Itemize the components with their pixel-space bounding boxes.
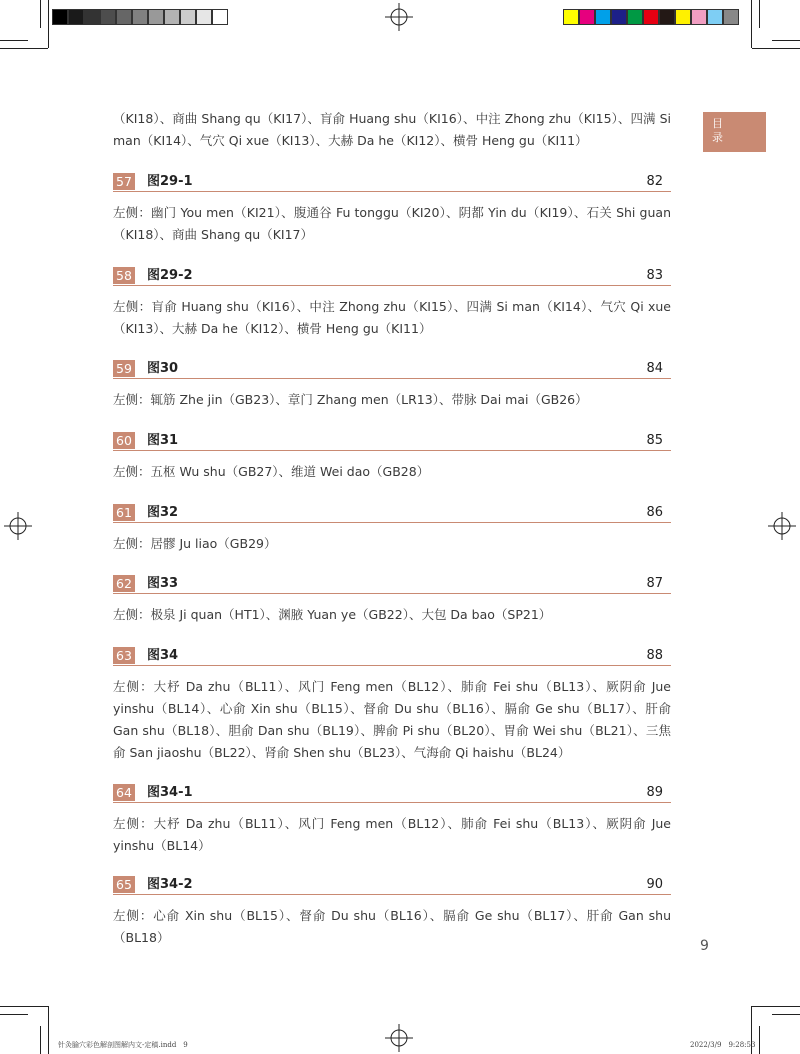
entry-description: 左侧：肓俞 Huang shu（KI16）、中注 Zhong zhu（KI15）、四满 Si man（KI14）、气穴 Qi xue（KI13）、大赫 Da he（KI12）、横骨 Heng gu（KI11） [113,299,671,336]
entry-figure-title: 图34 [147,648,179,663]
entry-description: 左侧：辄筋 Zhe jin（GB23）、章门 Zhang men（LR13）、带脉 Dai mai（GB26） [113,392,588,407]
toc-entry-header[interactable] [113,876,671,895]
entry-description: 左侧：居髎 Ju liao（GB29） [113,536,277,551]
gray-swatch [196,9,212,25]
toc-entry[interactable] [113,173,671,246]
registration-mark-bottom [385,1024,413,1052]
toc-entry-header[interactable] [113,647,671,666]
gray-swatch [52,9,68,25]
toc-entry[interactable] [113,432,671,483]
entry-page-number: 84 [646,361,663,376]
toc-entry[interactable] [113,267,671,340]
entry-figure-title: 图34-1 [147,785,193,800]
toc-entry-header[interactable] [113,432,671,451]
color-swatch [691,9,707,25]
entry-figure-title: 图32 [147,505,179,520]
entry-number-badge: 64 [113,784,135,801]
entry-number-badge: 58 [113,267,135,284]
entry-number-badge: 61 [113,504,135,521]
toc-side-tab[interactable] [703,112,766,152]
color-swatch [579,9,595,25]
color-swatch [723,9,739,25]
entry-number-badge: 63 [113,647,135,664]
entry-page-number: 88 [646,648,663,663]
entry-description: 左侧：五枢 Wu shu（GB27）、维道 Wei dao（GB28） [113,464,430,479]
entry-page-number: 89 [646,785,663,800]
toc-entry[interactable] [113,876,671,949]
color-calibration-bar [563,9,739,25]
toc-entry-header[interactable] [113,784,671,803]
gray-swatch [116,9,132,25]
entry-figure-title: 图31 [147,433,179,448]
entry-figure-title: 图34-2 [147,877,193,892]
entry-page-number: 83 [646,268,663,283]
entry-description: 左侧：大杼 Da zhu（BL11）、风门 Feng men（BL12）、肺俞 Fei shu（BL13）、厥阴俞 Jue yinshu（BL14） [113,816,671,853]
color-swatch [643,9,659,25]
registration-mark-left [4,512,32,540]
intro-text: （KI18）、商曲 Shang qu（KI17）、肓俞 Huang shu（KI16）、中注 Zhong zhu（KI15）、四满 Si man（KI14）、气穴 Qi xue（KI13）、大赫 Da he（KI12）、横骨 Heng gu（KI11） [113,111,671,148]
entry-description: 左侧：心俞 Xin shu（BL15）、督俞 Du shu（BL16）、膈俞 Ge shu（BL17）、肝俞 Gan shu（BL18） [113,908,671,945]
gray-swatch [132,9,148,25]
entry-figure-title: 图29-1 [147,174,193,189]
entry-page-number: 86 [646,505,663,520]
toc-content [113,108,671,945]
side-tab-line2: 录 [712,131,723,144]
color-swatch [707,9,723,25]
color-swatch [675,9,691,25]
page-number: 9 [700,938,709,954]
gray-swatch [212,9,228,25]
entry-number-badge: 65 [113,876,135,893]
color-swatch [563,9,579,25]
gray-swatch [148,9,164,25]
toc-entry[interactable] [113,647,671,764]
entry-figure-title: 图29-2 [147,268,193,283]
color-swatch [627,9,643,25]
registration-mark-top [385,3,413,31]
toc-entry-header[interactable] [113,267,671,286]
entry-page-number: 82 [646,174,663,189]
footer-timestamp: 2022/3/9 9:28:53 [690,1041,756,1049]
entry-number-badge: 62 [113,575,135,592]
entry-number-badge: 60 [113,432,135,449]
color-swatch [595,9,611,25]
toc-entry[interactable] [113,784,671,857]
gray-swatch [84,9,100,25]
gray-calibration-bar [52,9,228,25]
side-tab-line1: 目 [712,117,723,130]
toc-entry-header[interactable] [113,504,671,523]
color-swatch [659,9,675,25]
entry-figure-title: 图33 [147,576,179,591]
toc-entry[interactable] [113,504,671,555]
toc-entry[interactable] [113,575,671,626]
toc-entry[interactable] [113,360,671,411]
registration-mark-right [768,512,796,540]
gray-swatch [100,9,116,25]
entry-page-number: 87 [646,576,663,591]
entry-page-number: 90 [646,877,663,892]
gray-swatch [164,9,180,25]
footer-file-info: 针灸腧穴彩色解剖图解内文-定稿.indd 9 [58,1041,188,1049]
entry-number-badge: 59 [113,360,135,377]
entry-description: 左侧：大杼 Da zhu（BL11）、风门 Feng men（BL12）、肺俞 Fei shu（BL13）、厥阴俞 Jue yinshu（BL14）、心俞 Xin shu（BL15）、督俞 Du shu（BL16）、膈俞 Ge shu（BL17）、肝俞 Gan shu（BL18）、胆俞 Dan shu（BL19）、脾俞 Pi shu（BL20）、胃俞 Wei shu（BL21）、三焦俞 San jiaoshu（BL22）、肾俞 Shen shu（BL23）、气海俞 Qi haishu（BL24） [113,679,671,760]
entry-number-badge: 57 [113,173,135,190]
entry-page-number: 85 [646,433,663,448]
gray-swatch [68,9,84,25]
entry-figure-title: 图30 [147,361,179,376]
entry-description: 左侧：极泉 Ji quan（HT1）、渊腋 Yuan ye（GB22）、大包 Da bao（SP21） [113,607,552,622]
gray-swatch [180,9,196,25]
color-swatch [611,9,627,25]
toc-entry-header[interactable] [113,360,671,379]
toc-entry-header[interactable] [113,173,671,192]
toc-entry-header[interactable] [113,575,671,594]
entry-description: 左侧：幽门 You men（KI21）、腹通谷 Fu tonggu（KI20）、阴都 Yin du（KI19）、石关 Shi guan（KI18）、商曲 Shang qu（KI17） [113,205,671,242]
